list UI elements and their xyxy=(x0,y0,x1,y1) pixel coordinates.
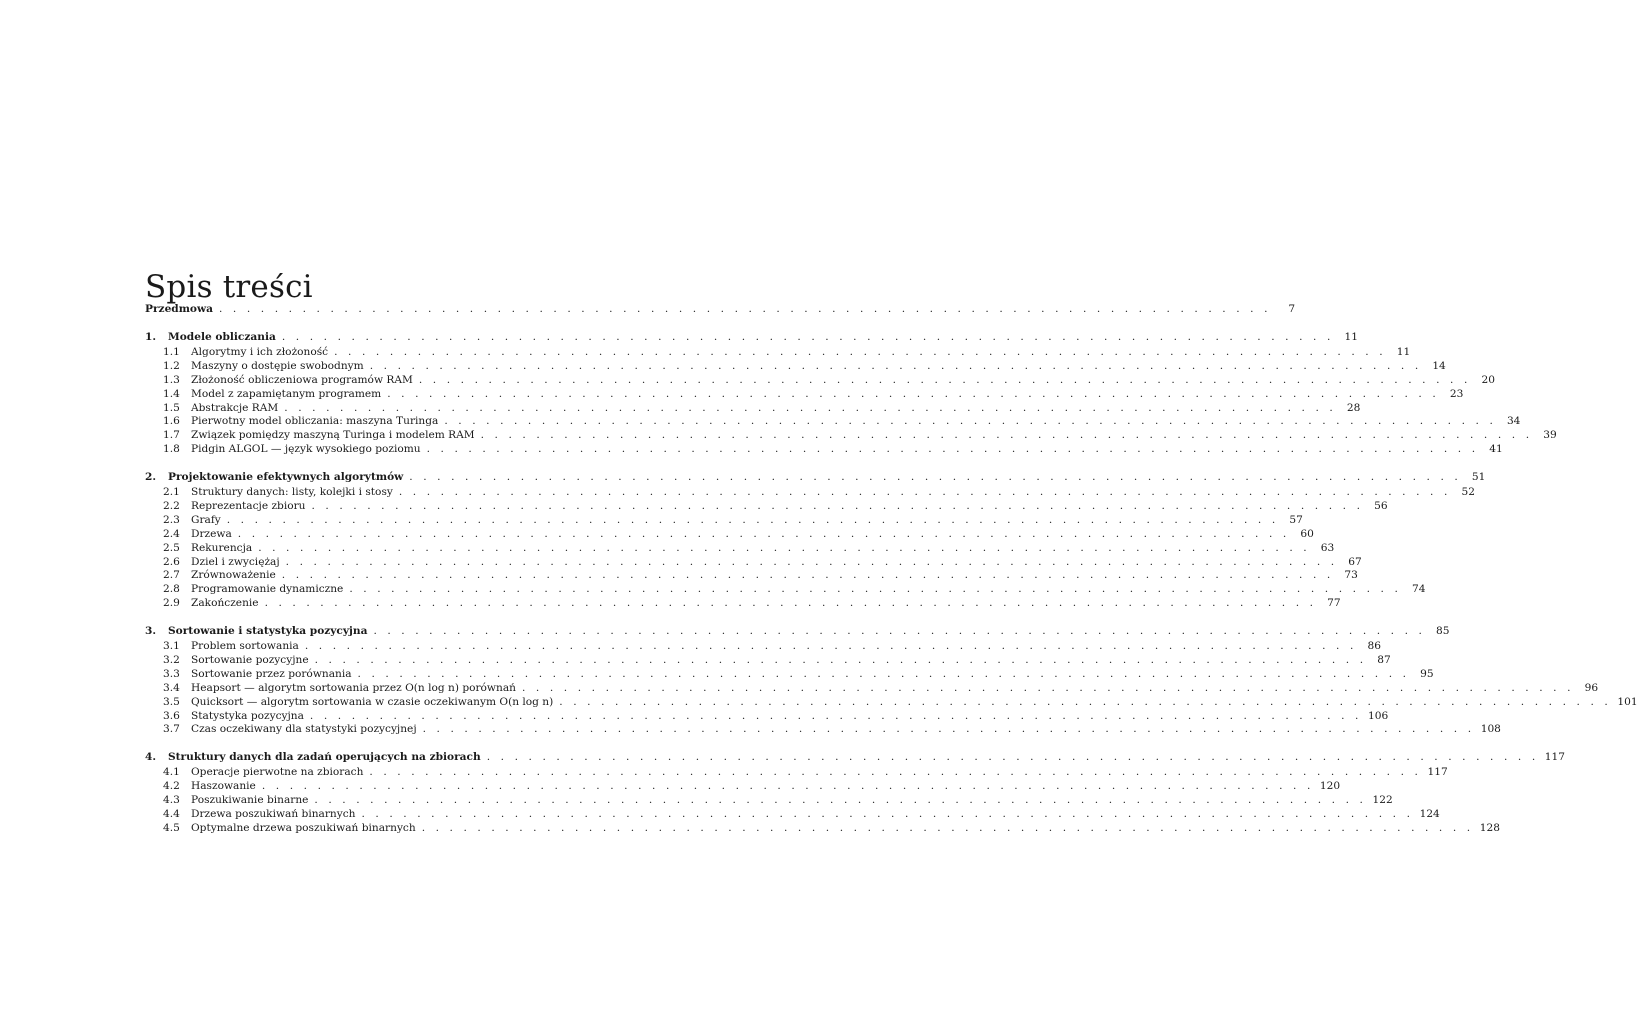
leader-dots xyxy=(309,654,1373,668)
toc-chapter-number: 4. xyxy=(145,751,157,764)
toc-section-entry[interactable] xyxy=(145,780,1341,794)
toc-section-number: 2.7 xyxy=(163,569,180,582)
leader-dots xyxy=(276,569,1340,583)
toc-page-number: 52 xyxy=(1461,486,1475,499)
toc-section-number: 1.3 xyxy=(163,373,180,386)
leader-dots xyxy=(213,302,1277,316)
toc-page-number: 67 xyxy=(1348,555,1362,568)
toc-section-entry[interactable] xyxy=(145,346,1411,360)
toc-section-label: Maszyny o dostępie swobodnym xyxy=(191,359,364,372)
toc-section-entry[interactable] xyxy=(145,597,1341,611)
toc-page-number: 73 xyxy=(1344,569,1358,582)
toc-section-label: Haszowanie xyxy=(191,780,256,793)
toc-section-label: Drzewa poszukiwań binarnych xyxy=(191,808,356,821)
toc-section-entry[interactable] xyxy=(145,794,1393,808)
toc-chapter-number: 2. xyxy=(145,471,157,484)
toc-page-number: 23 xyxy=(1449,387,1464,400)
toc-page-number: 57 xyxy=(1289,513,1303,526)
toc-section-label: Statystyka pozycyjna xyxy=(191,709,304,722)
toc-section-number: 4.3 xyxy=(163,794,180,807)
toc-section-label: Abstrakcje RAM xyxy=(191,401,279,414)
leader-dots xyxy=(393,486,1457,500)
toc-section-entry[interactable] xyxy=(145,387,1464,402)
leader-dots xyxy=(403,470,1467,484)
toc-page-number: 77 xyxy=(1327,597,1341,610)
toc-section-number: 4.2 xyxy=(163,780,180,793)
toc-page-number: 108 xyxy=(1480,723,1501,736)
toc-chapter-number: 1. xyxy=(145,331,157,343)
toc-page-number: 128 xyxy=(1479,821,1501,834)
toc-section-entry[interactable] xyxy=(145,640,1381,654)
toc-section-label: Poszukiwanie binarne xyxy=(191,794,309,807)
toc-page-number: 41 xyxy=(1489,443,1503,456)
leader-dots xyxy=(328,346,1392,360)
toc-section-entry[interactable] xyxy=(145,500,1388,514)
toc-page-number: 39 xyxy=(1543,429,1557,442)
toc-page-number: 51 xyxy=(1471,471,1486,484)
toc-section-label: Operacje pierwotne na zbiorach xyxy=(191,766,364,779)
leader-dots xyxy=(352,668,1416,682)
toc-page-number: 101 xyxy=(1617,695,1638,708)
toc-entry-preface[interactable] xyxy=(145,302,1296,316)
toc-page-number: 95 xyxy=(1420,667,1434,680)
leader-dots xyxy=(305,500,1369,514)
toc-section-label: Zrównoważenie xyxy=(191,569,276,582)
toc-section-number: 2.2 xyxy=(163,500,180,513)
toc-chapter-label: Sortowanie i statystyka pozycyjna xyxy=(168,625,368,638)
toc-section-number: 1.8 xyxy=(163,443,180,456)
toc-section-label: Czas oczekiwany dla statystyki pozycyjnej xyxy=(191,723,417,736)
toc-page-number: 20 xyxy=(1481,373,1495,386)
toc-section-label: Pidgin ALGOL — język wysokiego poziomu xyxy=(191,443,421,456)
toc-chapter-heading[interactable] xyxy=(145,330,1358,344)
toc-chapter-4 xyxy=(145,750,1566,835)
toc-page-number: 85 xyxy=(1436,625,1450,638)
toc-section-number: 3.3 xyxy=(163,667,180,680)
toc-section-entry[interactable] xyxy=(145,723,1501,737)
toc-page-number: 96 xyxy=(1584,681,1599,694)
toc-section-number: 1.1 xyxy=(163,346,180,358)
toc-page-number: 86 xyxy=(1367,640,1381,653)
toc-page-number: 28 xyxy=(1346,401,1361,414)
leader-dots xyxy=(259,597,1323,611)
toc-section-entry[interactable] xyxy=(145,401,1361,416)
leader-dots xyxy=(367,624,1431,638)
toc-chapter-3 xyxy=(145,624,1638,737)
toc-section-label: Złożoność obliczeniowa programów RAM xyxy=(191,373,413,386)
toc-page-number: 60 xyxy=(1300,527,1314,540)
toc-section-number: 1.2 xyxy=(163,359,180,372)
leader-dots xyxy=(299,640,1363,654)
toc-section-number: 1.6 xyxy=(163,415,180,428)
toc-section-number: 3.5 xyxy=(163,695,180,708)
leader-dots xyxy=(553,696,1617,710)
toc-page-number: 87 xyxy=(1377,654,1391,667)
toc-chapter-2 xyxy=(145,470,1486,611)
toc-section-entry[interactable] xyxy=(145,555,1362,570)
toc-section-entry[interactable] xyxy=(145,667,1434,682)
toc-section-entry[interactable] xyxy=(145,415,1521,429)
toc-section-number: 2.4 xyxy=(163,527,180,540)
toc-section-label: Struktury danych: listy, kolejki i stosy xyxy=(191,486,393,499)
toc-page-number: 7 xyxy=(1288,303,1296,315)
toc-chapter-label: Struktury danych dla zadań operujących na zbiorach xyxy=(168,751,481,764)
toc-section-number: 2.8 xyxy=(163,583,180,596)
leader-dots xyxy=(280,556,1344,570)
toc-chapter-heading[interactable] xyxy=(145,470,1486,484)
toc-section-entry[interactable] xyxy=(145,569,1358,583)
toc-section-number: 3.1 xyxy=(163,640,180,653)
toc-section-label: Optymalne drzewa poszukiwań binarnych xyxy=(191,821,416,834)
toc-section-entry[interactable] xyxy=(145,541,1335,556)
toc-section-number: 2.9 xyxy=(163,597,180,610)
toc-section-entry[interactable] xyxy=(145,695,1638,710)
toc-section-entry[interactable] xyxy=(145,808,1440,822)
toc-section-entry[interactable] xyxy=(145,821,1501,836)
toc-section-entry[interactable] xyxy=(145,709,1389,724)
leader-dots xyxy=(355,808,1419,822)
toc-chapter-label: Modele obliczania xyxy=(168,331,276,343)
toc-section-number: 2.5 xyxy=(163,541,180,554)
toc-section-number: 4.4 xyxy=(163,808,180,821)
leader-dots xyxy=(516,682,1580,696)
toc-section-entry[interactable] xyxy=(145,583,1426,597)
leader-dots xyxy=(438,415,1502,429)
toc-page-number: 11 xyxy=(1344,331,1358,343)
toc-section-entry[interactable] xyxy=(145,373,1495,388)
toc-section-number: 2.6 xyxy=(163,555,180,568)
toc-chapter-heading[interactable] xyxy=(145,750,1566,764)
table-of-contents xyxy=(145,302,1638,836)
toc-section-entry[interactable] xyxy=(145,766,1448,780)
leader-dots xyxy=(421,443,1485,457)
toc-section-label: Problem sortowania xyxy=(191,640,299,653)
toc-section-label: Rekurencja xyxy=(191,541,253,554)
toc-section-label: Reprezentacje zbioru xyxy=(191,500,306,513)
toc-section-label: Sortowanie pozycyjne xyxy=(191,654,309,667)
toc-section-number: 2.1 xyxy=(163,486,180,499)
toc-section-label: Quicksort — algorytm sortowania w czasie oczekiwanym O(n log n) xyxy=(191,695,554,708)
leader-dots xyxy=(252,542,1316,556)
leader-dots xyxy=(278,402,1342,416)
toc-section-label: Związek pomiędzy maszyną Turinga i modelem RAM xyxy=(191,429,475,442)
leader-dots xyxy=(276,330,1340,344)
toc-chapter-heading[interactable] xyxy=(145,624,1450,638)
toc-page-number: 117 xyxy=(1427,766,1448,779)
leader-dots xyxy=(308,794,1372,808)
toc-chapter-1 xyxy=(145,330,1557,457)
toc-section-number: 3.6 xyxy=(163,709,180,722)
leader-dots xyxy=(256,780,1320,794)
toc-entry-label: Przedmowa xyxy=(145,303,213,315)
toc-page-number: 122 xyxy=(1372,794,1393,807)
toc-section-entry[interactable] xyxy=(145,513,1303,528)
leader-dots xyxy=(475,429,1539,443)
toc-section-label: Sortowanie przez porównania xyxy=(191,667,352,680)
toc-section-label: Dziel i zwyciężaj xyxy=(191,555,280,568)
toc-page-number: 11 xyxy=(1396,346,1411,358)
leader-dots xyxy=(343,583,1407,597)
toc-section-entry[interactable] xyxy=(145,359,1446,374)
toc-section-number: 1.5 xyxy=(163,401,180,414)
toc-section-entry[interactable] xyxy=(145,681,1599,696)
toc-section-entry[interactable] xyxy=(145,654,1391,668)
toc-section-label: Pierwotny model obliczania: maszyna Turinga xyxy=(191,415,439,428)
toc-section-number: 3.4 xyxy=(163,681,180,694)
toc-section-number: 3.2 xyxy=(163,654,180,667)
toc-page-number: 14 xyxy=(1432,359,1446,372)
toc-section-entry[interactable] xyxy=(145,429,1557,443)
toc-page-number: 124 xyxy=(1419,808,1440,821)
toc-section-entry[interactable] xyxy=(145,443,1503,457)
toc-chapter-number: 3. xyxy=(145,625,157,638)
toc-section-label: Algorytmy i ich złożoność xyxy=(191,346,329,358)
leader-dots xyxy=(221,514,1285,528)
toc-page-number: 63 xyxy=(1320,541,1335,554)
leader-dots xyxy=(363,766,1427,780)
toc-section-label: Model z zapamiętanym programem xyxy=(191,387,382,400)
page-title: Spis treści xyxy=(145,268,313,305)
leader-dots xyxy=(481,750,1545,764)
toc-chapter-label: Projektowanie efektywnych algorytmów xyxy=(168,471,404,484)
toc-section-number: 1.7 xyxy=(163,429,180,442)
leader-dots xyxy=(364,360,1428,374)
toc-section-number: 4.1 xyxy=(163,766,180,779)
toc-page-number: 120 xyxy=(1319,780,1341,793)
toc-page-number: 106 xyxy=(1368,709,1389,722)
leader-dots xyxy=(381,388,1445,402)
toc-page-number: 56 xyxy=(1374,500,1388,513)
leader-dots xyxy=(413,374,1477,388)
leader-dots xyxy=(304,710,1368,724)
leader-dots xyxy=(232,528,1296,542)
toc-section-number: 1.4 xyxy=(163,387,180,400)
toc-section-label: Drzewa xyxy=(191,527,232,540)
toc-section-label: Grafy xyxy=(191,513,221,526)
toc-page-number: 117 xyxy=(1544,751,1566,764)
toc-section-number: 3.7 xyxy=(163,723,180,736)
toc-section-label: Heapsort — algorytm sortowania przez O(n log n) porównań xyxy=(191,681,516,694)
toc-section-label: Zakończenie xyxy=(191,597,259,610)
toc-page-number: 34 xyxy=(1506,415,1521,428)
toc-section-label: Programowanie dynamiczne xyxy=(191,583,344,596)
toc-section-entry[interactable] xyxy=(145,486,1475,500)
toc-section-number: 4.5 xyxy=(163,821,180,834)
toc-section-entry[interactable] xyxy=(145,527,1314,542)
toc-section-number: 2.3 xyxy=(163,513,180,526)
leader-dots xyxy=(416,822,1480,836)
leader-dots xyxy=(417,723,1481,737)
toc-page-number: 74 xyxy=(1411,583,1426,596)
